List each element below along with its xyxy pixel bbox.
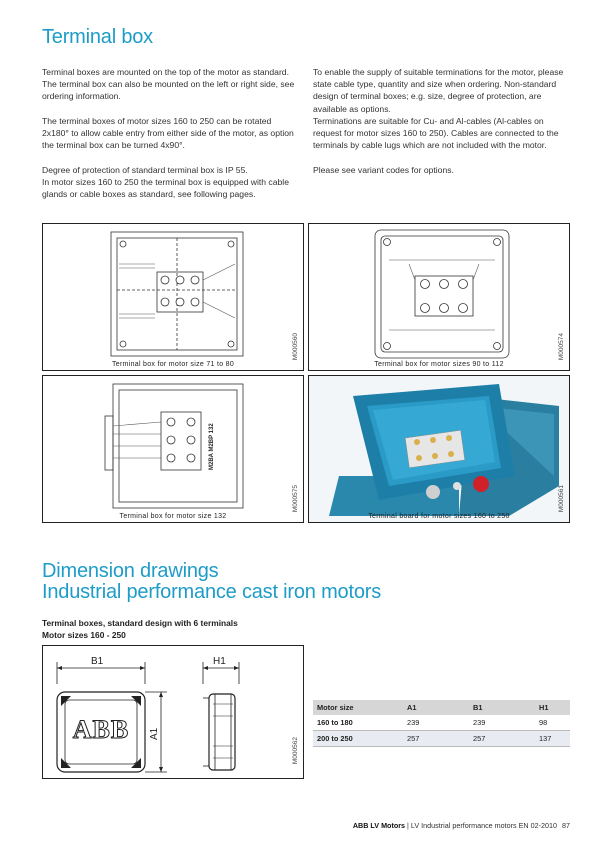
column-header: A1 xyxy=(403,700,469,715)
figure-caption: Terminal box for motor sizes 90 to 112 xyxy=(374,361,504,368)
motor-terminal-board-render xyxy=(309,376,570,523)
column-header: Motor size xyxy=(313,700,403,715)
subheading-motor-sizes: Motor sizes 160 - 250 xyxy=(42,630,126,640)
terminal-box-drawing-71-80 xyxy=(43,224,304,371)
intro-right-column xyxy=(313,66,569,188)
section-title-line2: Industrial performance cast iron motors xyxy=(42,581,382,603)
paragraph: Degree of protection of standard terminal box is IP 55. xyxy=(42,164,248,175)
figure-code: M000562 xyxy=(292,736,299,764)
table-cell: 98 xyxy=(535,715,570,731)
subheading-terminal-boxes: Terminal boxes, standard design with 6 terminals xyxy=(42,618,238,628)
figure-terminal-board-160-250 xyxy=(308,375,570,523)
intro-left-column xyxy=(42,66,300,212)
table-cell: 239 xyxy=(403,715,469,731)
terminal-label: M2BA M2BP 132 xyxy=(209,423,215,470)
table-cell: 257 xyxy=(403,731,469,747)
dimension-label-b1: B1 xyxy=(91,656,104,667)
dimension-label-h1: H1 xyxy=(213,656,226,667)
abb-logo: ABB xyxy=(72,715,130,744)
page-number: 87 xyxy=(562,821,570,830)
column-header: B1 xyxy=(469,700,535,715)
table-row xyxy=(313,731,570,747)
page-title: Terminal box xyxy=(42,26,153,48)
dimension-drawing xyxy=(42,645,304,779)
terminal-box-drawing-90-112 xyxy=(309,224,570,371)
page-footer xyxy=(353,821,570,830)
footer-brand: ABB LV Motors xyxy=(352,821,406,830)
paragraph: In motor sizes 160 to 250 the terminal box is equipped with cable glands or cable boxes as standard, see following pages. xyxy=(42,176,289,199)
dimension-label-a1: A1 xyxy=(149,727,160,740)
paragraph: The terminal boxes of motor sizes 160 to 250 can be rotated 2x180° to allow cable entry from either side of the motor, as option the terminal box can be turned 4x90°. xyxy=(42,115,294,151)
table-cell: 200 to 250 xyxy=(313,731,403,747)
terminal-box-dimension-svg xyxy=(43,646,304,779)
terminal-box-drawing-132 xyxy=(43,376,304,523)
table-cell: 137 xyxy=(535,731,570,747)
column-header: H1 xyxy=(535,700,570,715)
table-cell: 239 xyxy=(469,715,535,731)
table-cell: 160 to 180 xyxy=(313,715,403,731)
footer-doc-title: LV Industrial performance motors EN 02-2010 xyxy=(410,821,557,830)
figure-code: M000574 xyxy=(558,332,565,360)
dimension-table xyxy=(313,700,570,747)
paragraph: Terminal boxes are mounted on the top of the motor as standard. The terminal box can also be mounted on the left or right side, see ordering information. xyxy=(42,67,295,102)
figure-code: M000575 xyxy=(292,484,299,512)
footer-separator: | xyxy=(407,821,409,830)
paragraph: Please see variant codes for options. xyxy=(313,164,454,175)
paragraph: Terminations are suitable for Cu- and Al-cables (Al-cables on request for motor sizes 160 to 250). Cables are connected to the terminals by cable lugs which are not included with the motor. xyxy=(313,115,559,151)
figure-terminal-box-71-80 xyxy=(42,223,304,371)
paragraph: To enable the supply of suitable terminations for the motor, please state cable type, quantity and size when ordering. Non-standard design of terminal boxes; e.g. size, degree of protection, are available as options. xyxy=(313,67,564,114)
figure-caption: Terminal box for motor size 132 xyxy=(119,513,227,520)
table-row xyxy=(313,715,570,731)
figure-terminal-box-90-112 xyxy=(308,223,570,371)
section-title-line1: Dimension drawings xyxy=(42,560,219,582)
table-header-row xyxy=(313,700,570,715)
figure-code: M000560 xyxy=(292,332,299,360)
table-cell: 257 xyxy=(469,731,535,747)
figure-caption: Terminal box for motor size 71 to 80 xyxy=(111,361,235,368)
figure-terminal-box-132 xyxy=(42,375,304,523)
figure-code: M000561 xyxy=(558,484,565,512)
figure-caption: Terminal board for motor sizes 160 to 250 xyxy=(368,513,510,520)
